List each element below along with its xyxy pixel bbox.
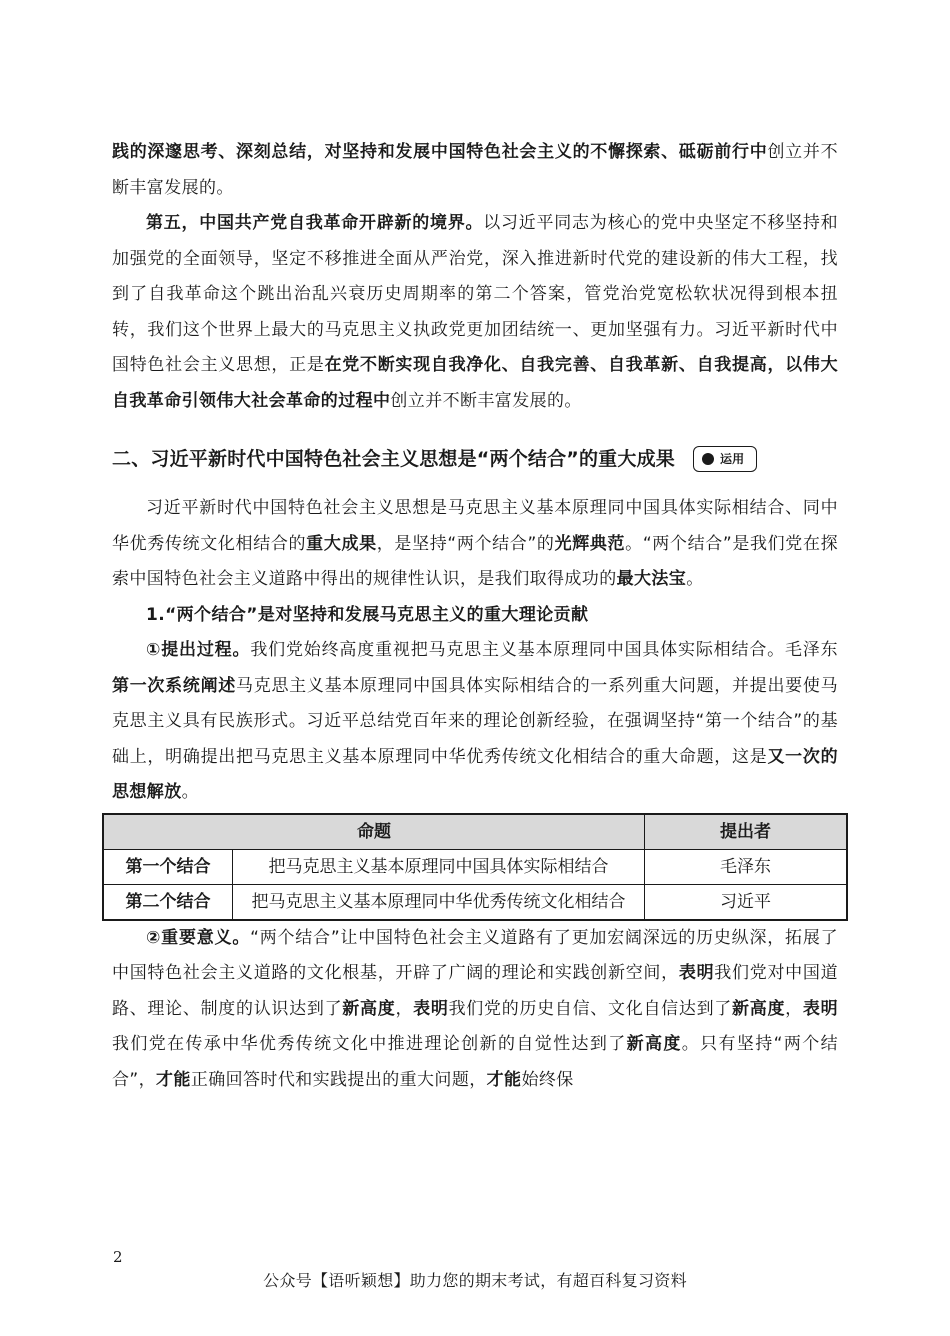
table-cell: 毛泽东 <box>645 849 848 884</box>
body-text: 以习近平同志为核心的党中央坚定不移坚持和加强党的全面领导，坚定不移推进全面从严治党，深入推进新时代党的建设新的伟大工程，找到了自我革命这个跳出治乱兴衰历史周期率的第二个答案，管党治党宽松软状况得到根本扭转，我们这个世界上最大的马克思主义执政党更加团结统一、更加坚强有力。习近平新时代中国特色社会主义思想，正是 <box>112 213 838 375</box>
table-cell: 第二个结合 <box>103 884 233 920</box>
table-cell: 第一个结合 <box>103 849 233 884</box>
dot-icon <box>702 453 714 465</box>
table-cell: 习近平 <box>645 884 848 920</box>
emphasis-text: 重大成果 <box>306 533 377 554</box>
apply-badge <box>693 446 757 472</box>
paragraph-fifth <box>112 206 838 419</box>
body-text: 正确回答时代和实践提出的重大问题， <box>190 1069 487 1090</box>
subheading-text: 1.“两个结合”是对坚持和发展马克思主义的重大理论贡献 <box>146 604 589 625</box>
point-title: 第五，中国共产党自我革命开辟新的境界。 <box>146 213 484 233</box>
body-text: “两个结合”让中国特色社会主义道路有了更加宏阔深远的历史纵深，拓展了中国特色社会主义道路的文化根基，开辟了广阔的理论和实践创新空间， <box>112 927 839 983</box>
emphasis-text: 新高度 <box>626 1034 682 1054</box>
body-text: 。只有坚持“两个结合”， <box>112 1034 838 1090</box>
body-text: 我们党对中国道路、理论、制度的认识达到了 <box>112 963 838 1019</box>
body-text: 。“两个结合”是我们党在探索中国特色社会主义道路中得出的规律性认识，是我们取得成功的 <box>112 533 838 589</box>
body-text: ，是坚持“两个结合”的 <box>376 533 555 554</box>
body-text: 习近平新时代中国特色社会主义思想是马克思主义基本原理同中国具体实际相结合、同中华优秀传统文化相结合的 <box>112 498 838 554</box>
body-text: 。 <box>181 782 200 802</box>
point-title: ②重要意义。 <box>146 927 251 948</box>
point-title: ①提出过程。 <box>146 640 251 660</box>
body-text: 我们党在传承中华优秀传统文化中推进理论创新的自觉性达到了 <box>112 1034 627 1054</box>
page-number: 2 <box>113 1248 123 1266</box>
emphasis-text: 又一次的思想解放 <box>112 746 838 802</box>
paragraph-significance <box>112 921 838 1099</box>
section-title: 二、习近平新时代中国特色社会主义思想是“两个结合”的重大成果 <box>112 448 675 470</box>
table-header-cell: 提出者 <box>645 814 848 850</box>
subheading <box>112 598 838 634</box>
emphasis-text: 践的深邃思考、深刻总结，对坚持和发展中国特色社会主义的不懈探索、砥砺前行中 <box>112 142 768 162</box>
section-heading <box>112 439 838 479</box>
body-text: 。 <box>686 569 704 589</box>
badge-label: 运用 <box>719 452 745 466</box>
emphasis-text: 最大法宝 <box>616 569 687 589</box>
emphasis-text: 才能 <box>156 1069 191 1090</box>
table-header-row <box>103 814 847 850</box>
emphasis-text: 表明 <box>678 963 715 983</box>
emphasis-text: 表明 <box>802 998 839 1019</box>
table-row <box>103 884 847 920</box>
emphasis-text: 表明 <box>413 998 449 1019</box>
body-text: 我们党始终高度重视把马克思主义基本原理同中国具体实际相结合。毛泽东 <box>250 640 839 660</box>
table-row <box>103 849 847 884</box>
paragraph-intro <box>112 491 838 598</box>
combination-table <box>102 813 848 921</box>
body-text: 我们党的历史自信、文化自信达到了 <box>448 998 733 1019</box>
emphasis-text: 才能 <box>486 1069 522 1090</box>
body-text: ， <box>785 998 803 1019</box>
body-text: 马克思主义基本原理同中国具体实际相结合的一系列重大问题，并提出要使马克思主义具有民族形式。习近平总结党百年来的理论创新经验，在强调坚持“第一个结合”的基础上，明确提出把马克思主义基本原理同中华优秀传统文化相结合的重大命题，这是 <box>112 675 838 767</box>
body-text: 创立并不断丰富发展的。 <box>112 142 838 198</box>
body-text: 创立并不断丰富发展的。 <box>390 390 582 411</box>
paragraph-continuation <box>112 135 838 206</box>
footer-note: 公众号【语听颖想】助力您的期末考试，有超百科复习资料 <box>263 1271 687 1290</box>
body-text: ， <box>395 998 414 1019</box>
body-text: 始终保 <box>521 1069 574 1090</box>
paragraph-process <box>112 633 838 811</box>
table-cell: 把马克思主义基本原理同中国具体实际相结合 <box>233 849 645 884</box>
page-content <box>112 135 838 1098</box>
emphasis-text: 新高度 <box>732 998 786 1019</box>
emphasis-text: 第一次系统阐述 <box>112 675 237 696</box>
emphasis-text: 光辉典范 <box>554 533 626 554</box>
table-header-cell: 命题 <box>103 814 645 850</box>
table-cell: 把马克思主义基本原理同中华优秀传统文化相结合 <box>233 884 645 920</box>
emphasis-text: 新高度 <box>342 998 396 1019</box>
emphasis-text: 在党不断实现自我净化、自我完善、自我革新、自我提高，以伟大自我革命引领伟大社会革命的过程中 <box>112 355 838 411</box>
